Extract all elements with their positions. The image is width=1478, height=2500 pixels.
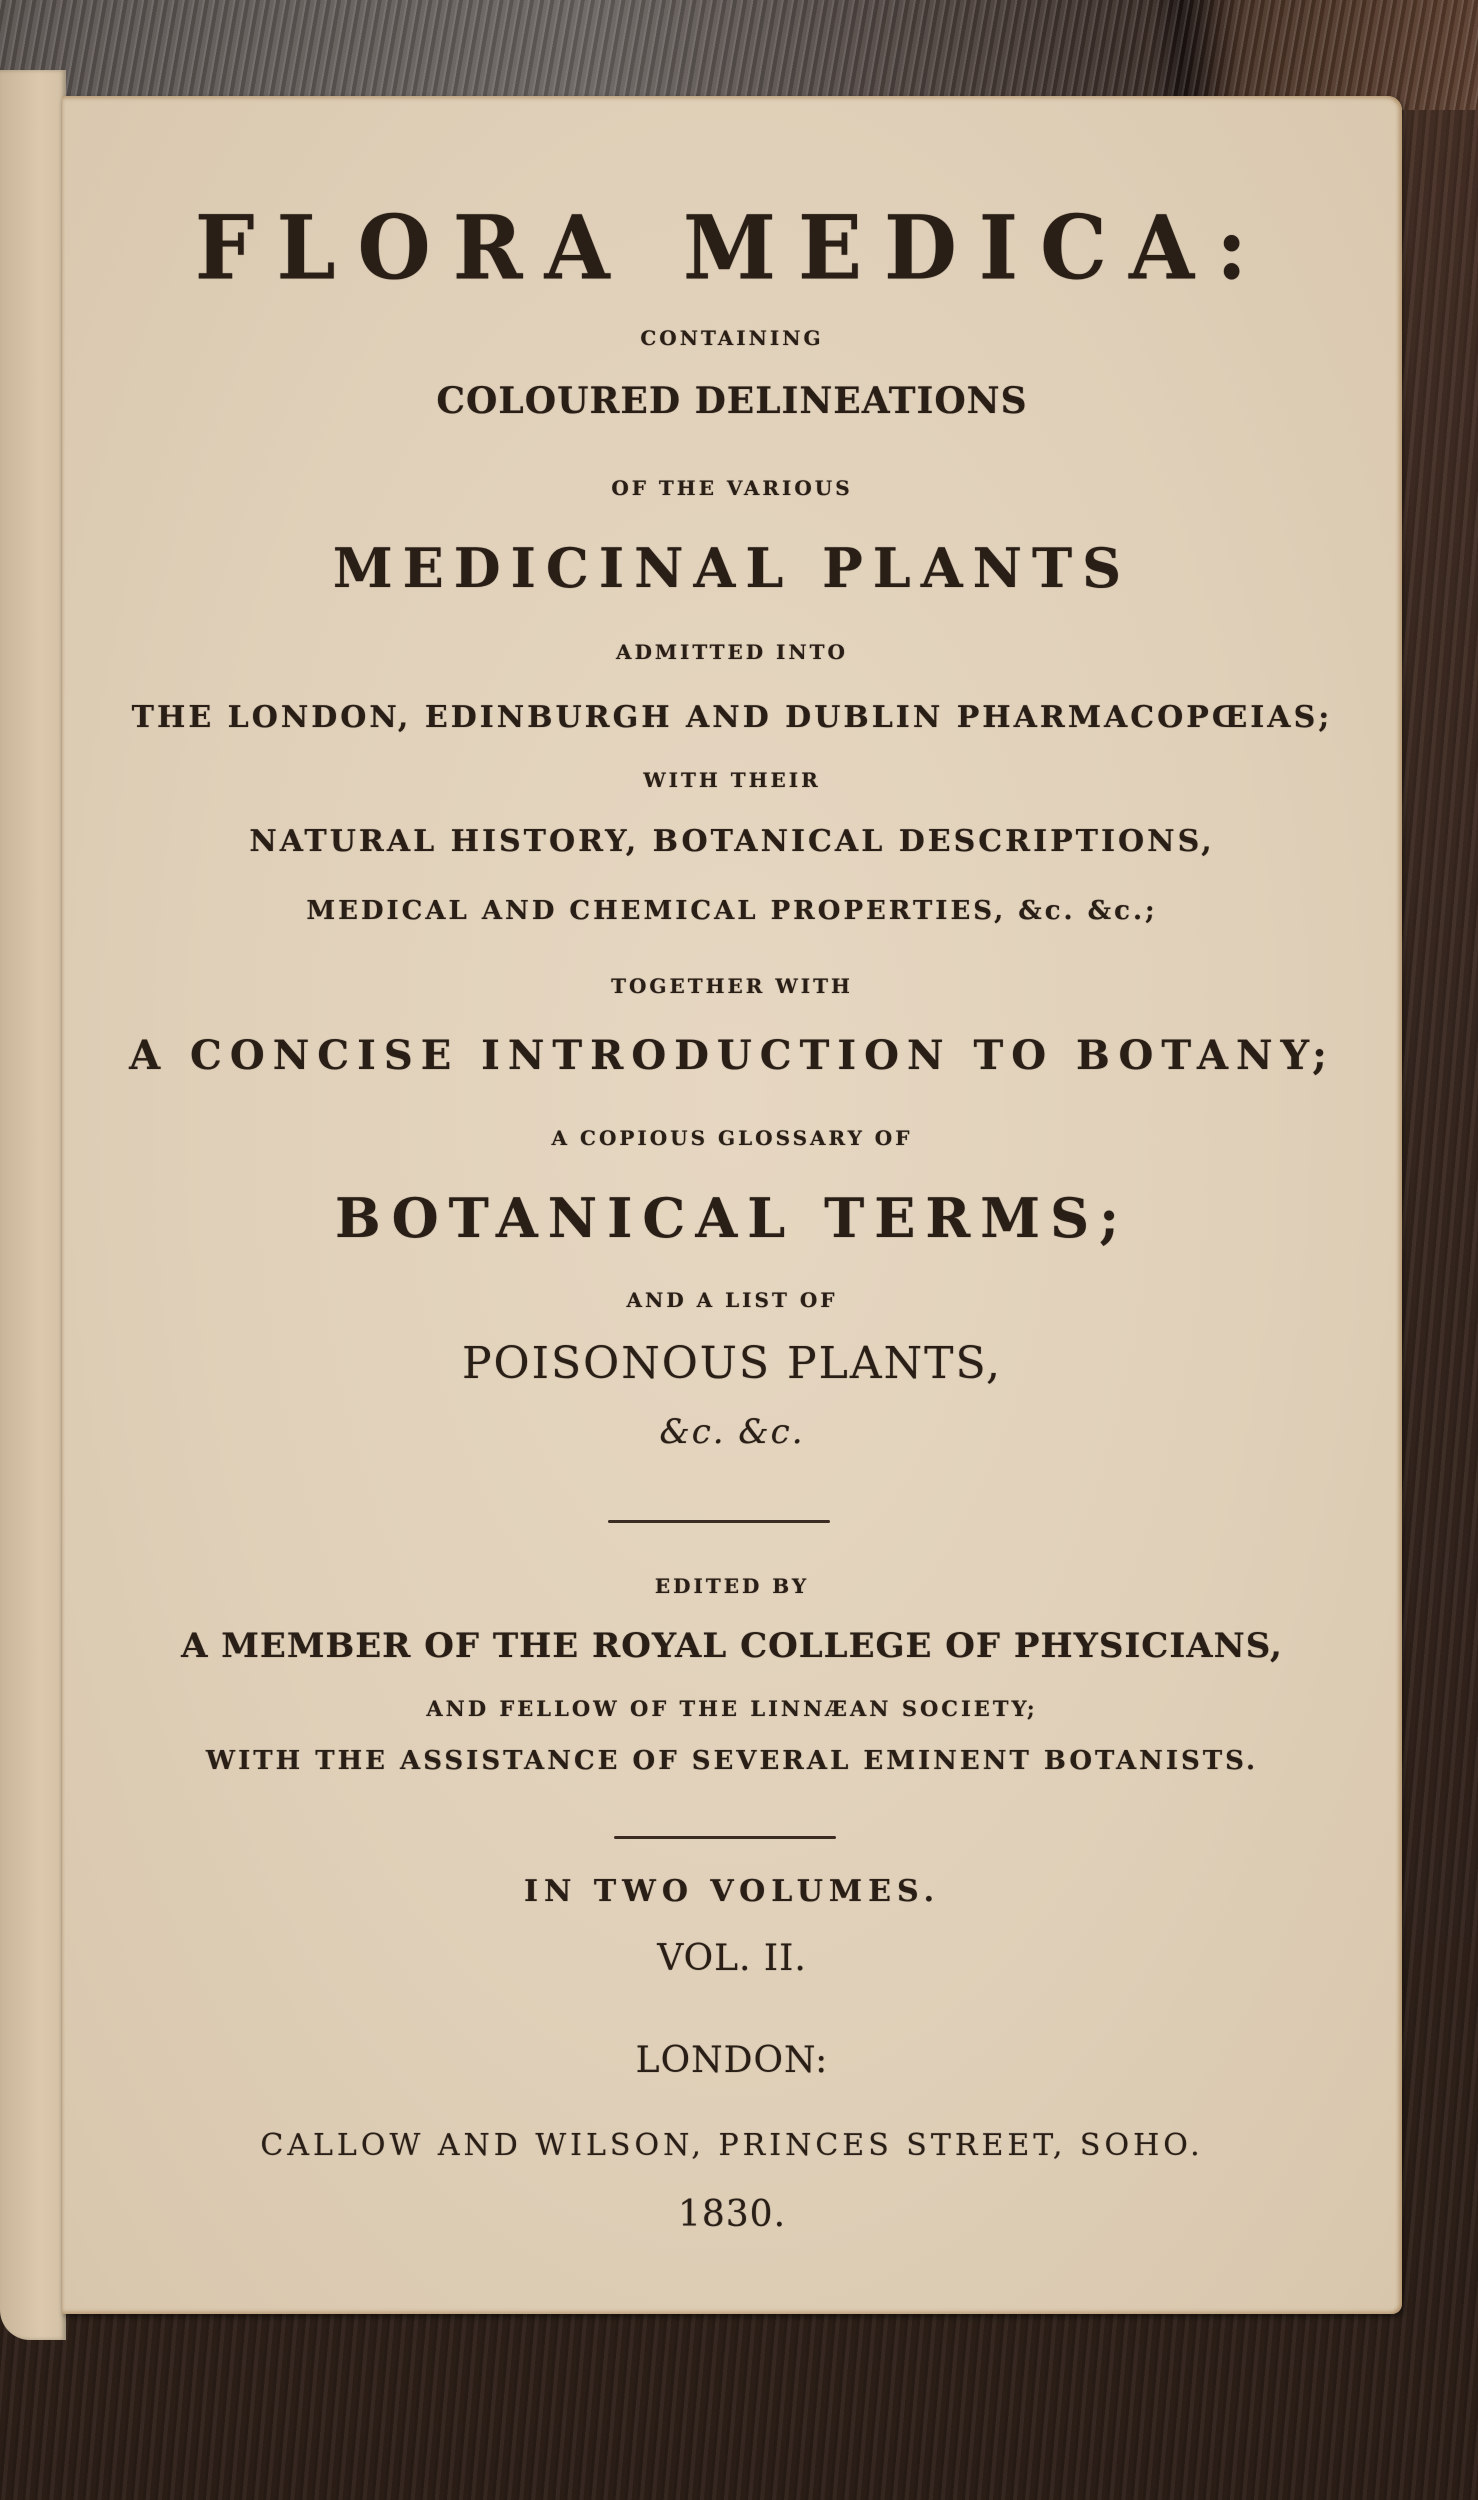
line-botanical-terms: BOTANICAL TERMS; (335, 1186, 1129, 1250)
line-containing: CONTAINING (640, 326, 824, 350)
line-medical-chemical: MEDICAL AND CHEMICAL PROPERTIES, &c. &c.; (306, 896, 1158, 926)
line-two-volumes: IN TWO VOLUMES. (523, 1874, 941, 1909)
line-and-a-list-of: AND A LIST OF (626, 1288, 838, 1312)
line-eminent-botanists: WITH THE ASSISTANCE OF SEVERAL EMINENT BOTANISTS. (205, 1746, 1259, 1776)
line-etc: &c. &c. (659, 1412, 805, 1452)
line-volume-number: VOL. II. (657, 1938, 807, 1979)
line-edited-by: EDITED BY (654, 1574, 810, 1598)
line-publisher: CALLOW AND WILSON, PRINCES STREET, SOHO. (260, 2128, 1204, 2163)
title-page (62, 96, 1402, 2314)
line-with-their: WITH THEIR (643, 768, 821, 792)
line-together-with: TOGETHER WITH (611, 974, 853, 998)
divider-rule-1 (608, 1520, 830, 1523)
line-coloured-delineations: COLOURED DELINEATIONS (436, 380, 1028, 422)
line-royal-college-member: A MEMBER OF THE ROYAL COLLEGE OF PHYSICIANS, (181, 1626, 1283, 1666)
line-natural-history: NATURAL HISTORY, BOTANICAL DESCRIPTIONS, (249, 824, 1215, 859)
wooden-table-background (0, 0, 1478, 110)
line-linnaean-fellow: AND FELLOW OF THE LINNÆAN SOCIETY; (426, 1696, 1038, 1721)
divider-rule-2 (614, 1836, 836, 1839)
line-poisonous-plants: POISONOUS PLANTS, (461, 1338, 1003, 1389)
facing-page-edge (0, 70, 66, 2340)
line-admitted-into: ADMITTED INTO (616, 640, 848, 664)
line-copious-glossary: A COPIOUS GLOSSARY OF (551, 1126, 913, 1150)
line-medicinal-plants: MEDICINAL PLANTS (332, 536, 1132, 600)
line-pharmacopoeias: THE LONDON, EDINBURGH AND DUBLIN PHARMACOPŒIAS; (131, 700, 1333, 735)
line-year: 1830. (677, 2194, 787, 2235)
line-of-the-various: OF THE VARIOUS (611, 476, 853, 500)
line-london: LONDON: (635, 2040, 829, 2081)
line-introduction-to-botany: A CONCISE INTRODUCTION TO BOTANY; (129, 1032, 1335, 1079)
book-title: FLORA MEDICA: (194, 195, 1270, 300)
